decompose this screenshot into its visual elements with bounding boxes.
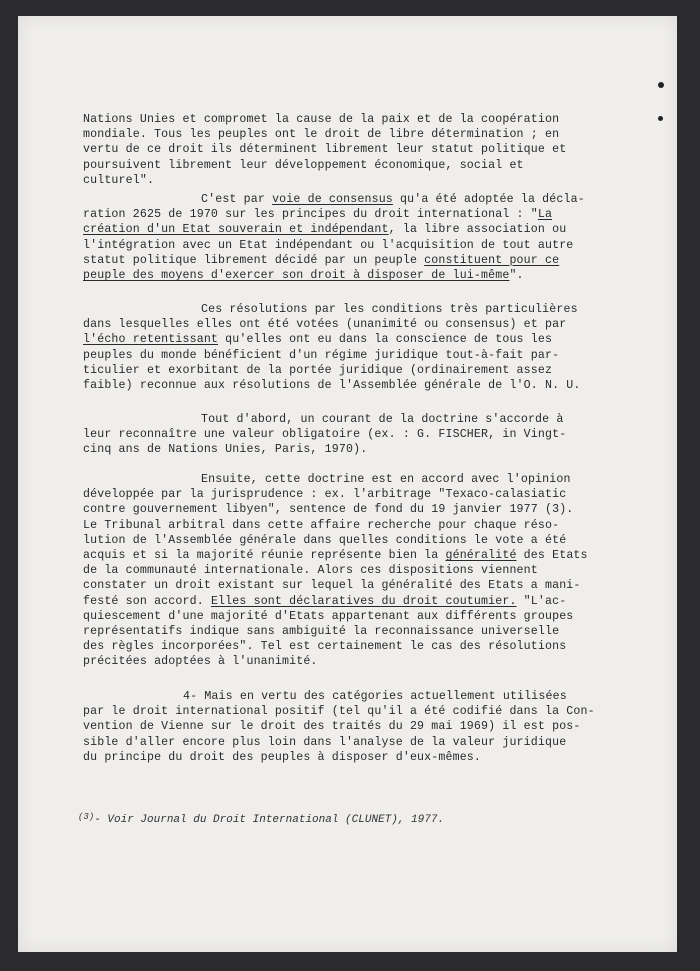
underlined-text: peuple des moyens d'exercer son droit à disposer de lui-même	[83, 269, 510, 283]
underlined-text: création d'un Etat souverain et indépendant	[83, 223, 389, 237]
text-line: de la communauté internationale. Alors ces dispositions viennent	[83, 564, 538, 578]
text-line: leur reconnaître une valeur obligatoire (ex. : G. FISCHER, in Vingt-	[83, 428, 567, 442]
text-line: Tout d'abord, un courant de la doctrine s'accorde à	[201, 413, 564, 426]
text-line: dans lesquelles elles ont été votées (unanimité ou consensus) et par	[83, 318, 567, 332]
text-run: statut politique librement décidé par un peuple	[83, 253, 425, 267]
text-line: Ensuite, cette doctrine est en accord avec l'opinion	[201, 473, 571, 486]
underlined-text: généralité	[445, 549, 517, 563]
text-line: poursuivent librement leur développement économique, social et	[83, 158, 524, 172]
text-run: ".	[509, 269, 524, 283]
punch-hole	[658, 82, 664, 88]
text-line: l'intégration avec un Etat indépendant ou l'acquisition de tout autre	[83, 238, 574, 252]
text-run: , la libre association ou	[388, 223, 567, 237]
text-line: peuples du monde bénéficient d'un régime juridique tout-à-fait par-	[83, 348, 560, 362]
text-line: mondiale. Tous les peuples ont le droit de libre détermination ; en	[83, 128, 560, 142]
text-run: acquis et si la majorité réunie représente bien la	[83, 549, 446, 563]
text-line: 4- Mais en vertu des catégories actuellement utilisées	[183, 690, 567, 703]
paragraph-2	[83, 192, 585, 283]
text-line	[83, 548, 588, 563]
text-line: précitées adoptées à l'unanimité.	[83, 655, 318, 669]
underlined-text: Elles sont déclaratives du droit coutumier.	[210, 594, 517, 608]
text-line: Le Tribunal arbitral dans cette affaire recherche pour chaque réso-	[83, 518, 560, 532]
text-line: développée par la jurisprudence : ex. l'arbitrage "Texaco-calasiatic	[83, 488, 567, 502]
text-line: contre gouvernement libyen", sentence de fond du 19 janvier 1977 (3).	[83, 503, 574, 517]
footnote-text: - Voir Journal du Droit International (CLUNET), 1977.	[94, 814, 445, 826]
underlined-text: La	[537, 208, 553, 222]
text-run: qu'a été adoptée la décla-	[392, 193, 585, 206]
text-line: lution de l'Assemblée générale dans quelles conditions le vote a été	[83, 533, 567, 547]
text-line: du principe du droit des peuples à disposer d'eux-mêmes.	[83, 750, 482, 764]
text-line: vertu de ce droit ils déterminent librement leur statut politique et	[83, 143, 567, 157]
text-line: ticulier et exorbitant de la portée juridique (ordinairement assez	[83, 363, 553, 377]
text-line: quiescement d'une majorité d'Etats appartenant aux différents groupes	[83, 609, 574, 623]
footnote-marker: (3)	[78, 812, 95, 822]
text-line	[83, 332, 581, 347]
text-line	[83, 268, 581, 283]
text-line	[83, 222, 581, 237]
text-line: culturel".	[83, 173, 155, 187]
paragraph-4	[83, 412, 581, 458]
text-line	[83, 253, 581, 268]
paragraph-1	[83, 112, 581, 188]
paragraph-5	[83, 472, 588, 670]
text-line: représentatifs indique sans ambiguité la reconnaissance universelle	[83, 625, 560, 639]
underlined-text: constituent pour ce	[424, 253, 560, 267]
footnote	[78, 812, 444, 826]
text-line	[83, 594, 581, 609]
punch-hole	[658, 116, 663, 121]
paragraph-3	[83, 302, 581, 393]
text-run: C'est par	[201, 193, 273, 206]
text-line: vention de Vienne sur le droit des traités du 29 mai 1969) il est pos-	[83, 720, 581, 734]
text-run: festé son accord.	[83, 594, 211, 608]
text-line: par le droit international positif (tel qu'il a été codifié dans la Con-	[83, 705, 595, 719]
paragraph-6	[83, 689, 595, 765]
text-line: Nations Unies et compromet la cause de la paix et de la coopération	[83, 113, 560, 126]
text-line	[83, 207, 581, 222]
underlined-text: voie de consensus	[272, 193, 393, 206]
text-line: des règles incorporées". Tel est certainement le cas des résolutions	[83, 640, 567, 654]
text-line: cinq ans de Nations Unies, Paris, 1970).	[83, 443, 368, 457]
text-line	[83, 192, 585, 207]
text-line: faible) reconnue aux résolutions de l'Assemblée générale de l'O. N. U.	[83, 379, 581, 393]
text-run: "L'ac-	[516, 594, 567, 608]
text-line: sible d'aller encore plus loin dans l'analyse de la valeur juridique	[83, 735, 567, 749]
text-run: des Etats	[516, 549, 588, 563]
text-run: qu'elles ont eu dans la conscience de tous les	[218, 333, 553, 347]
text-run: ration 2625 de 1970 sur les principes du droit international : "	[83, 208, 538, 222]
text-line: constater un droit existant sur lequel la généralité des Etats a mani-	[83, 579, 581, 593]
text-line: Ces résolutions par les conditions très particulières	[201, 303, 578, 316]
underlined-text: l'écho retentissant	[83, 333, 219, 347]
